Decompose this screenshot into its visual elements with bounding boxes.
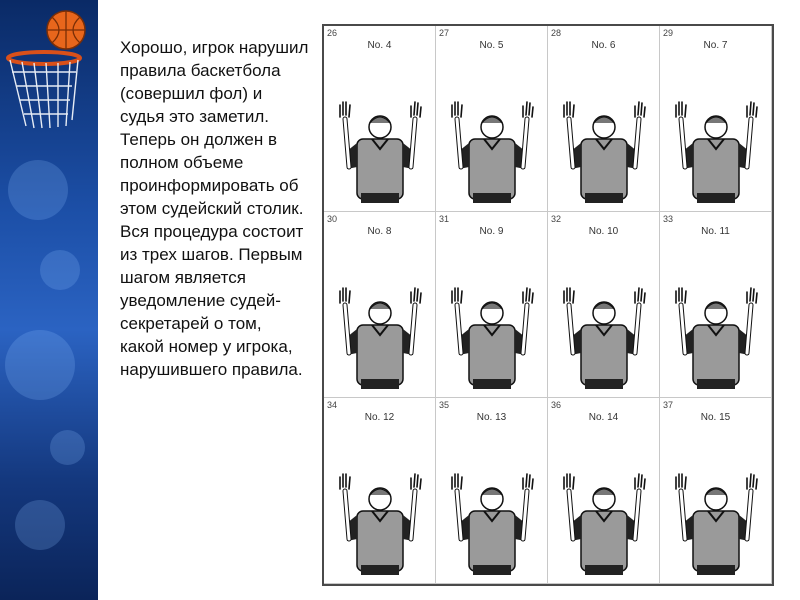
signal-label: No. 15	[700, 412, 731, 423]
referee-figure-illustration	[548, 279, 659, 391]
signal-label: No. 9	[479, 226, 504, 237]
signal-cell	[436, 398, 548, 584]
signal-label: No. 8	[367, 226, 392, 237]
signal-label: No. 6	[591, 40, 616, 51]
signal-cell	[548, 398, 660, 584]
slide-body-text: Хорошо, игрок нарушил правила баскетбола (совершил фол) и судья это заметил. Теперь он должен в полном объеме проинформировать об этом судейский столик. Вся процедура состоит из трех шагов. Первым шагом является уведомление судей-секретарей о том, какой номер у игрока, нарушившего правила.	[120, 38, 309, 379]
signal-label: No. 12	[364, 412, 395, 423]
signal-label: No. 10	[588, 226, 619, 237]
signal-cell	[660, 398, 772, 584]
signal-cell	[324, 212, 436, 398]
signal-index: 29	[663, 28, 674, 38]
referee-figure-illustration	[436, 93, 547, 205]
referee-figure-illustration	[324, 465, 435, 577]
signal-label: No. 5	[479, 40, 504, 51]
referee-figure-illustration	[660, 465, 771, 577]
referee-figure-illustration	[324, 279, 435, 391]
signal-cell	[436, 212, 548, 398]
signal-label: No. 14	[588, 412, 619, 423]
referee-figure-illustration	[548, 465, 659, 577]
signal-cell	[660, 26, 772, 212]
signal-index: 32	[551, 214, 562, 224]
signal-index: 35	[439, 400, 450, 410]
referee-figure-illustration	[436, 279, 547, 391]
signal-cell	[548, 26, 660, 212]
referee-figure-illustration	[660, 93, 771, 205]
signal-index: 36	[551, 400, 562, 410]
signal-index: 37	[663, 400, 674, 410]
signal-cell	[548, 212, 660, 398]
signal-index: 31	[439, 214, 450, 224]
signal-label: No. 11	[701, 226, 730, 237]
signal-index: 27	[439, 28, 450, 38]
referee-figure-illustration	[324, 93, 435, 205]
signal-index: 33	[663, 214, 674, 224]
signal-cell	[436, 26, 548, 212]
signal-index: 34	[327, 400, 338, 410]
basketball-hoop-icon	[0, 0, 98, 140]
signal-label: No. 4	[367, 40, 392, 51]
signal-label: No. 7	[703, 40, 728, 51]
referee-signals-grid	[322, 24, 774, 586]
referee-figure-illustration	[436, 465, 547, 577]
signal-cell	[324, 398, 436, 584]
signal-cell	[660, 212, 772, 398]
referee-figure-illustration	[660, 279, 771, 391]
decorative-sidebar	[0, 0, 98, 600]
signal-index: 26	[327, 28, 338, 38]
referee-figure-illustration	[548, 93, 659, 205]
signal-index: 30	[327, 214, 338, 224]
signal-cell	[324, 26, 436, 212]
signal-index: 28	[551, 28, 562, 38]
signal-label: No. 13	[476, 412, 507, 423]
